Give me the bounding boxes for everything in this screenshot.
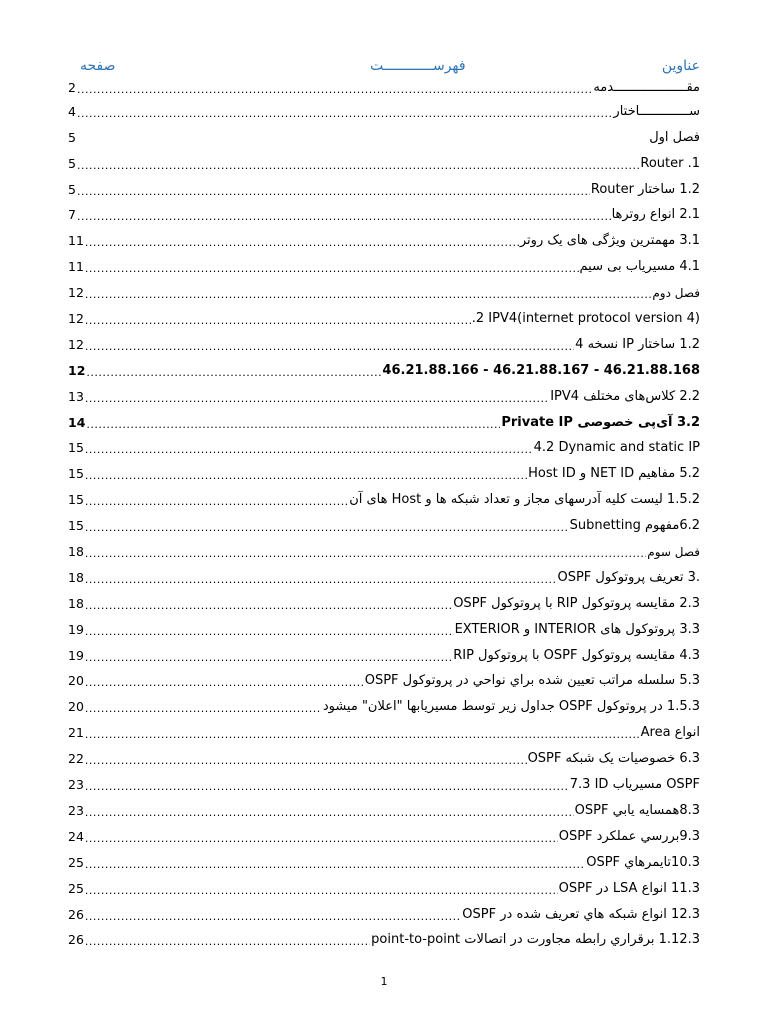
toc-entry[interactable] <box>68 253 700 279</box>
toc-entry[interactable] <box>68 590 700 616</box>
toc-entry-title: مقـــــــــــــــــــدمه <box>593 80 700 95</box>
toc-page-number: 21 <box>68 725 84 741</box>
toc-leader-dots <box>86 419 500 431</box>
toc-entry-title: 3.1 مهمترين ويژگی های يک روتر <box>519 233 700 249</box>
toc-entry-title: فصل دوم <box>652 286 700 301</box>
toc-leader-dots <box>85 703 322 715</box>
toc-entry-title: 6.2مفهوم Subnetting <box>569 518 700 534</box>
toc-page-number: 11 <box>68 233 84 249</box>
toc-page-number: 19 <box>68 621 84 637</box>
toc-leader-dots <box>85 807 574 819</box>
toc-entry-title: 4.1 مسيرياب بی سيم <box>579 259 700 275</box>
toc-entry[interactable] <box>68 616 700 642</box>
toc-entry[interactable] <box>68 176 700 202</box>
toc-page-number: 12 <box>68 285 84 301</box>
toc-leader-dots <box>85 341 574 353</box>
toc-page-number: 5 <box>68 155 76 171</box>
toc-page-number: 11 <box>68 259 84 275</box>
toc-entry[interactable] <box>68 305 700 331</box>
toc-page-number: 20 <box>68 699 84 715</box>
toc-leader-dots <box>85 522 569 534</box>
toc-leader-dots <box>85 444 533 456</box>
toc-entry-title: 1.2 ساختار Router <box>590 181 700 197</box>
toc-leader-dots <box>85 859 585 871</box>
toc-leader-dots <box>85 936 370 948</box>
toc-entry[interactable] <box>68 486 700 512</box>
toc-entry[interactable] <box>68 80 700 98</box>
toc-page-number: 23 <box>68 777 84 793</box>
toc-page-number: 25 <box>68 880 84 896</box>
toc-entry-title: 10.3تايمرهاي OSPF <box>586 854 700 870</box>
toc-leader-dots <box>85 548 646 560</box>
header-titles-label: عناوين <box>661 58 700 74</box>
toc-entry-title: 2.3 مقايسه پروتوکول RIP با پروتوکول OSPF <box>453 595 700 611</box>
toc-entry-title: 12.3 انواع شبكه هاي تعريف شده در OSPF <box>462 906 700 922</box>
toc-entry[interactable] <box>68 409 700 435</box>
toc-entry[interactable] <box>68 435 700 461</box>
toc-page-number: 18 <box>68 569 84 585</box>
toc-page-number: 15 <box>68 492 84 508</box>
toc-leader-dots <box>85 289 651 301</box>
toc-entry-title: 2.1 انواع روترها <box>611 207 700 223</box>
toc-entry[interactable] <box>68 202 700 228</box>
toc-entry[interactable] <box>68 227 700 253</box>
toc-entry[interactable] <box>68 797 700 823</box>
toc-entry[interactable] <box>68 745 700 771</box>
toc-entry[interactable] <box>68 538 700 564</box>
toc-page-number: 25 <box>68 854 84 870</box>
toc-leader-dots <box>77 108 612 120</box>
header-toc-label: فهرســــــــــــت <box>370 58 466 74</box>
toc-entry[interactable] <box>68 512 700 538</box>
toc-page-number: 20 <box>68 673 84 689</box>
toc-entry[interactable] <box>68 331 700 357</box>
toc-leader-dots <box>85 393 549 405</box>
toc-page-number: 12 <box>68 362 86 378</box>
toc-entry[interactable] <box>68 383 700 409</box>
toc-leader-dots <box>85 263 579 275</box>
toc-entry-title: .2 IPV4(internet protocol version 4) <box>471 311 700 327</box>
toc-page-number: 7 <box>68 207 76 223</box>
toc-entry[interactable] <box>68 927 700 953</box>
toc-page-number: 4 <box>68 103 76 119</box>
toc-leader-dots <box>85 237 519 249</box>
toc-page-number: 13 <box>68 388 84 404</box>
toc-entry[interactable] <box>68 279 700 305</box>
toc-entry[interactable] <box>68 357 700 383</box>
toc-page-number: 24 <box>68 828 84 844</box>
toc-entry-title: 2.2 کلاس‌های مختلف IPV4 <box>550 388 700 404</box>
toc-entry-title: فصل اول <box>649 129 700 145</box>
toc-page-number: 15 <box>68 466 84 482</box>
toc-page-number: 18 <box>68 595 84 611</box>
toc-entry[interactable] <box>68 564 700 590</box>
toc-entry[interactable] <box>68 668 700 694</box>
toc-entry-title: فصل سوم <box>647 545 700 560</box>
toc-entry[interactable] <box>68 901 700 927</box>
toc-page-number: 5 <box>68 181 76 197</box>
toc-leader-dots <box>85 652 452 664</box>
page-number: 1 <box>380 975 388 988</box>
toc-entry-title: 5.2 مفاهيم NET ID و Host ID <box>528 466 700 482</box>
toc-entry-title: انواع Area <box>640 725 700 741</box>
toc-entry-title: 1.2 ساختار IP نسخه 4 <box>575 336 700 352</box>
toc-entry[interactable] <box>68 693 700 719</box>
toc-leader-dots <box>85 911 461 923</box>
toc-leader-dots <box>85 470 527 482</box>
toc-leader-dots <box>77 186 590 198</box>
toc-entry-title: 6.3 خصوصيات يک شبکه OSPF <box>527 751 700 767</box>
toc-leader-dots <box>85 833 558 845</box>
toc-leader-dots <box>85 626 454 638</box>
toc-page-number: 23 <box>68 802 84 818</box>
toc-entry[interactable] <box>68 124 700 150</box>
toc-entry[interactable] <box>68 771 700 797</box>
toc-entry-title: 7.3 ID مسيرياب OSPF <box>569 777 700 793</box>
toc-leader-dots <box>85 600 452 612</box>
toc-leader-dots <box>77 211 611 223</box>
toc-page-number: 5 <box>68 129 76 145</box>
table-of-contents <box>68 80 700 952</box>
toc-entry[interactable] <box>68 460 700 486</box>
toc-entry-title: 1.12.3 برقراري رابطه مجاورت در اتصالات point-to-point <box>371 932 700 948</box>
toc-leader-dots <box>85 677 364 689</box>
toc-page-number: 26 <box>68 932 84 948</box>
toc-entry-title: Router .1 <box>640 155 700 171</box>
toc-entry[interactable] <box>68 719 700 745</box>
toc-entry[interactable] <box>68 875 700 901</box>
toc-entry[interactable] <box>68 150 700 176</box>
toc-entry-title: .3 تعريف پروتوکول OSPF <box>557 569 700 585</box>
toc-leader-dots <box>77 160 639 172</box>
toc-entry[interactable] <box>68 849 700 875</box>
toc-entry-title: 4.2 Dynamic and static IP <box>533 440 700 456</box>
toc-leader-dots <box>85 574 557 586</box>
toc-entry-title: 8.3همسايه يابي OSPF <box>574 802 700 818</box>
toc-page-number: 15 <box>68 440 84 456</box>
toc-leader-dots <box>85 496 348 508</box>
toc-entry-title: 3.3 پروتوکول های INTERIOR و EXTERIOR <box>454 621 700 637</box>
toc-leader-dots <box>77 84 592 96</box>
toc-entry[interactable] <box>68 98 700 124</box>
toc-page-number: 19 <box>68 647 84 663</box>
toc-leader-dots <box>85 315 471 327</box>
toc-entry-title: 1.5.2 ليست کليه آدرسهای مجاز و تعداد شبکه ها و Host های آن <box>349 492 700 508</box>
toc-page-number: 22 <box>68 751 84 767</box>
toc-page-number: 14 <box>68 414 86 430</box>
toc-entry-title: 46.21.88.166 - 46.21.88.167 - 46.21.88.168 <box>382 362 700 378</box>
toc-page-number: 18 <box>68 544 84 560</box>
toc-entry-title: 5.3 سلسله مراتب تعيين شده براي نواحي در پروتوكول OSPF <box>364 673 700 689</box>
toc-header <box>80 58 700 82</box>
toc-entry-title: 11.3 انواع LSA در OSPF <box>558 880 700 896</box>
toc-entry[interactable] <box>68 823 700 849</box>
toc-page-number: 12 <box>68 311 84 327</box>
toc-leader-dots <box>86 367 381 379</box>
toc-leader-dots <box>85 729 640 741</box>
toc-leader-dots <box>85 885 558 897</box>
toc-page-number: 2 <box>68 80 76 95</box>
header-page-label: صفحه <box>80 58 116 74</box>
toc-entry-title: 4.3 مقايسه پروتوکول OSPF با پروتوکول RIP <box>453 647 700 663</box>
toc-entry-title: 1.5.3 در پروتوکول OSPF جداول زير توسط مسيريابها "اعلان" ميشود <box>322 699 700 715</box>
toc-entry-title: 3.2 آی‌پی خصوصی Private IP <box>501 414 700 430</box>
toc-entry-title: 9.3بررسي عملكرد OSPF <box>558 828 700 844</box>
toc-page-number: 26 <box>68 906 84 922</box>
toc-page-number: 12 <box>68 336 84 352</box>
toc-leader-dots <box>85 781 569 793</box>
toc-page-number: 15 <box>68 518 84 534</box>
toc-entry[interactable] <box>68 642 700 668</box>
toc-leader-dots <box>85 755 527 767</box>
toc-entry-title: ســـــــــــــاختار <box>613 103 700 119</box>
